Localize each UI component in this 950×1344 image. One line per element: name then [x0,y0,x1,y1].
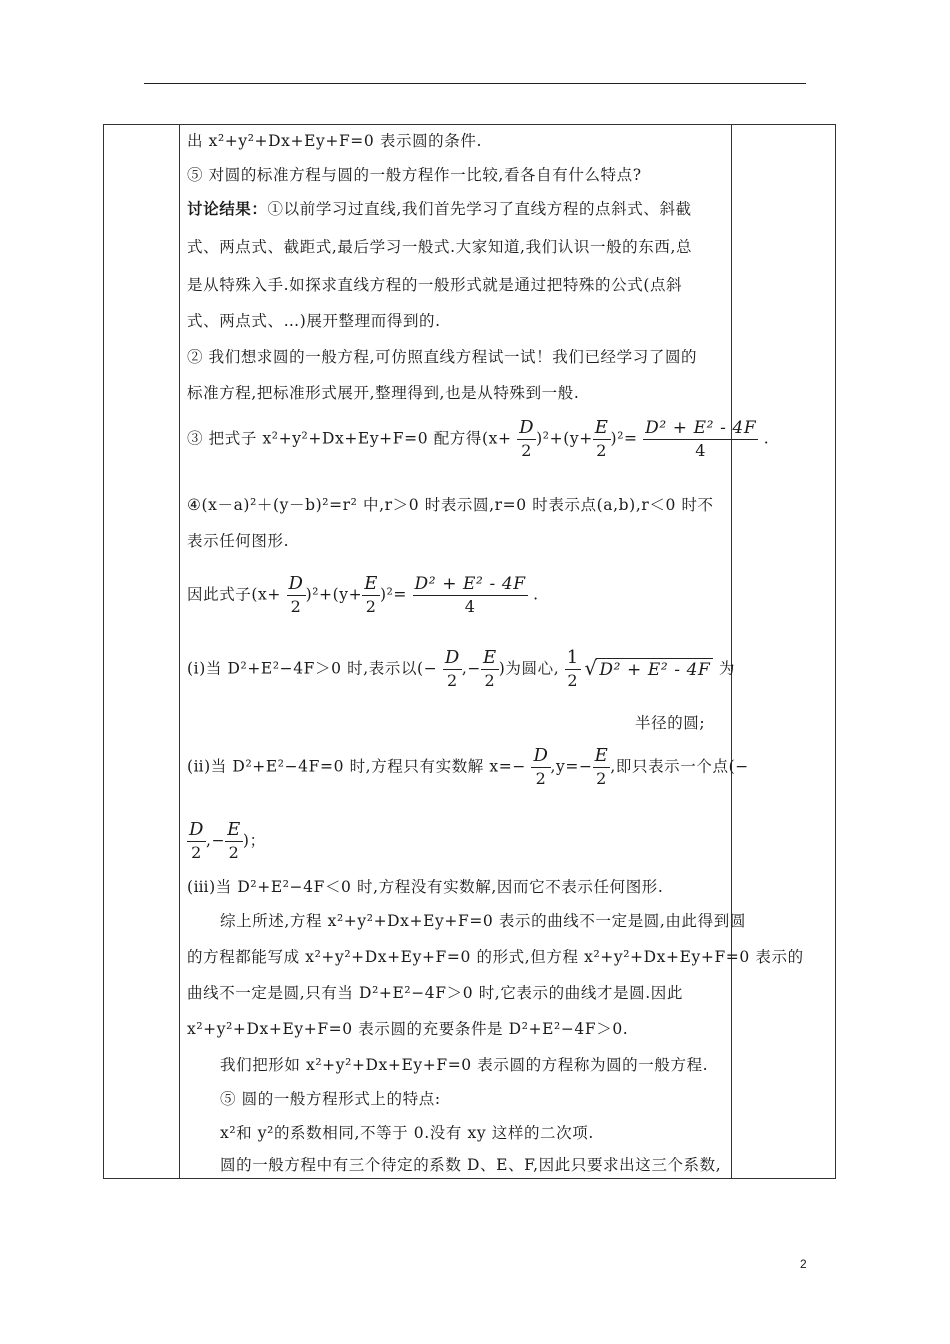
formula-line: (ⅱ)当 D²+E²−4F=0 时,方程只有实数解 x=− $\frac{D}{2}$ ,y=− $\frac{E}{2}$ ,即只表示一个点(− [187,745,749,788]
text-line: ② 我们想求圆的一般方程,可仿照直线方程试一试！我们已经学习了圆的 [187,348,698,366]
text-line: 综上所述,方程 x²+y²+Dx+Ey+F=0 表示的曲线不一定是圆,由此得到圆 [220,912,746,930]
formula-line: $\frac{D}{2}$ ,− $\frac{E}{2}$ )； [189,819,266,862]
text-line: ⑤ 圆的一般方程形式上的特点: [220,1090,441,1108]
formula-line: 因此式子(x+ $\frac{D}{2}$ )²+(y+ $\frac{E}{2}$ )²= $\frac{\text{D² + E² - 4F}}{4}$ . [187,573,539,616]
sqrt-expression: √ D² + E² - 4F [596,658,713,681]
text-line: 式、两点式、截距式,最后学习一般式.大家知道,我们认识一般的东西,总 [187,238,693,256]
fraction-d-over-2: $\frac{D}{2}$ [519,417,535,460]
text-line: 的方程都能写成 x²+y²+Dx+Ey+F=0 的形式,但方程 x²+y²+Dx+Ey+F=0 表示的 [187,948,804,966]
fraction-d-over-2: $\frac{D}{2}$ [288,573,304,616]
page-number: 2 [800,1257,807,1271]
column-divider-1 [179,125,180,1178]
fraction-e-over-2: $\frac{E}{2}$ [594,417,609,460]
text-line: 表示任何图形. [187,532,290,550]
fraction-radius-squared: $\frac{\text{D² + E² - 4F}}{4}$ [645,418,757,460]
text-line: 圆的一般方程中有三个待定的系数 D、E、F,因此只要求出这三个系数, [220,1156,722,1174]
text-line: 是从特殊入手.如探求直线方程的一般形式就是通过把特殊的公式(点斜 [187,276,683,294]
fraction-d-over-2: $\frac{D}{2}$ [533,745,549,788]
discussion-label: 讨论结果： [187,199,268,218]
text-line: 我们把形如 x²+y²+Dx+Ey+F=0 表示圆的方程称为圆的一般方程. [220,1056,709,1074]
text-line: 出 x²+y²+Dx+Ey+F=0 表示圆的条件. [187,132,482,150]
text-line: 式、两点式、…)展开整理而得到的. [187,312,441,330]
formula-line: (ⅰ)当 D²+E²−4F＞0 时,表示以(− $\frac{D}{2}$ ,− $\frac{E}{2}$ )为圆心, $\frac{1}{2}$ √ D² + E² - 4F 为 [187,647,735,692]
text-line: x²和 y²的系数相同,不等于 0.没有 xy 这样的二次项. [220,1124,594,1142]
text-line: ④(x－a)²＋(y－b)²=r² 中,r＞0 时表示圆,r=0 时表示点(a,b),r＜0 时不 [187,496,714,514]
lesson-table [103,124,836,1179]
formula-line: ③ 把式子 x²+y²+Dx+Ey+F=0 配方得(x+ $\frac{D}{2}$ )²+(y+ $\frac{E}{2}$ )²= $\frac{\text{D² + E² - 4F}}{4}$ . [187,417,770,460]
text-line: (ⅲ)当 D²+E²−4F＜0 时,方程没有实数解,因而它不表示任何图形. [187,878,664,896]
fraction-radius-squared: $\frac{\text{D² + E² - 4F}}{4}$ [414,574,526,616]
fraction-e-over-2: $\frac{E}{2}$ [227,819,241,862]
fraction-e-over-2: $\frac{E}{2}$ [594,745,609,788]
fraction-e-over-2: $\frac{E}{2}$ [483,647,497,690]
fraction-one-half: $\frac{1}{2}$ [566,647,579,690]
text-line: 半径的圆; [635,714,706,732]
text-line: 标准方程,把标准形式展开,整理得到,也是从特殊到一般. [187,384,580,402]
text-line: x²+y²+Dx+Ey+F=0 表示圆的充要条件是 D²+E²−4F＞0. [187,1020,629,1038]
text-line: ⑤ 对圆的标准方程与圆的一般方程作一比较,看各自有什么特点? [187,166,642,184]
header-rule [144,83,806,84]
text-line: 曲线不一定是圆,只有当 D²+E²−4F＞0 时,它表示的曲线才是圆.因此 [187,984,683,1002]
fraction-d-over-2: $\frac{D}{2}$ [444,647,460,690]
text-line: 讨论结果：①以前学习过直线,我们首先学习了直线方程的点斜式、斜截 [187,199,692,218]
fraction-e-over-2: $\frac{E}{2}$ [364,573,378,616]
fraction-d-over-2: $\frac{D}{2}$ [189,819,205,862]
